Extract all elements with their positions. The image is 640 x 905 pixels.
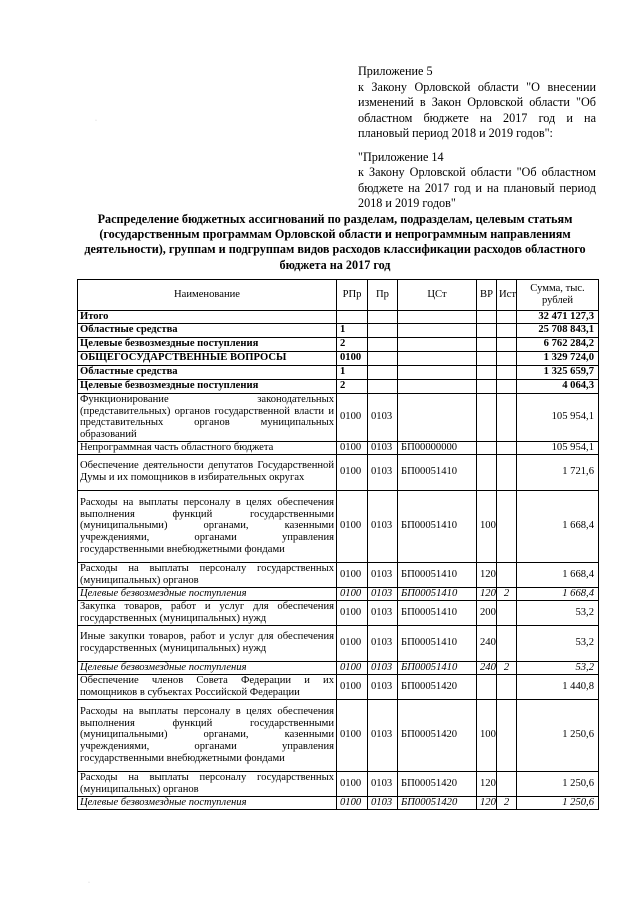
cell-ist <box>497 625 517 661</box>
cell-pr: 0103 <box>368 562 398 587</box>
table-row <box>78 379 599 393</box>
cell-sum: 53,2 <box>517 661 599 674</box>
table-row <box>78 365 599 379</box>
cell-rpr: 0100 <box>337 661 368 674</box>
cell-sum: 53,2 <box>517 625 599 661</box>
cell-ist <box>497 699 517 771</box>
table-row <box>78 351 599 365</box>
cell-ist <box>497 490 517 562</box>
cell-cst <box>398 393 477 441</box>
header-name: Наименование <box>78 280 337 311</box>
appendix-line-3: "Приложение 14 <box>358 149 444 164</box>
cell-sum: 4 064,3 <box>517 379 599 393</box>
cell-pr: 0103 <box>368 600 398 625</box>
cell-name: Непрограммная часть областного бюджета <box>78 441 337 454</box>
cell-sum: 1 668,4 <box>517 490 599 562</box>
cell-pr: 0103 <box>368 661 398 674</box>
cell-name: Целевые безвозмездные поступления <box>78 337 337 351</box>
cell-sum: 32 471 127,3 <box>517 311 599 324</box>
cell-rpr: 0100 <box>337 771 368 796</box>
cell-rpr: 2 <box>337 337 368 351</box>
cell-pr <box>368 351 398 365</box>
cell-name: Целевые безвозмездные поступления <box>78 379 337 393</box>
cell-ist <box>497 379 517 393</box>
table-row <box>78 699 599 771</box>
cell-pr: 0103 <box>368 674 398 699</box>
cell-name: Целевые безвозмездные поступления <box>78 796 337 809</box>
cell-cst <box>398 323 477 337</box>
cell-name: Закупка товаров, работ и услуг для обеспечения государственных (муниципальных) нужд <box>78 600 337 625</box>
cell-sum: 1 250,6 <box>517 771 599 796</box>
cell-name: Целевые безвозмездные поступления <box>78 661 337 674</box>
cell-sum: 1 250,6 <box>517 796 599 809</box>
cell-rpr: 0100 <box>337 699 368 771</box>
cell-rpr: 0100 <box>337 441 368 454</box>
table-row <box>78 311 599 324</box>
cell-pr <box>368 311 398 324</box>
cell-rpr: 0100 <box>337 796 368 809</box>
cell-rpr: 0100 <box>337 562 368 587</box>
cell-sum: 53,2 <box>517 600 599 625</box>
cell-ist <box>497 674 517 699</box>
table-row <box>78 562 599 587</box>
appendix-line-4: к Закону Орловской области "Об областном бюджете на 2017 год и на плановый период 2018 и 2019 годов" <box>358 165 596 210</box>
cell-cst: БП00051420 <box>398 699 477 771</box>
cell-vr: 120 <box>477 771 497 796</box>
cell-ist: 2 <box>497 796 517 809</box>
cell-sum: 25 708 843,1 <box>517 323 599 337</box>
cell-rpr: 2 <box>337 379 368 393</box>
cell-ist <box>497 351 517 365</box>
table-row <box>78 323 599 337</box>
cell-name: Функционирование законодательных (представительных) органов государственной власти и представительных органов муниципальных образований <box>78 393 337 441</box>
appendix-line-1: Приложение 5 <box>358 64 433 78</box>
cell-pr: 0103 <box>368 454 398 490</box>
cell-sum: 6 762 284,2 <box>517 337 599 351</box>
cell-vr <box>477 441 497 454</box>
cell-pr: 0103 <box>368 441 398 454</box>
budget-table <box>77 279 599 810</box>
cell-vr: 200 <box>477 600 497 625</box>
cell-rpr: 1 <box>337 365 368 379</box>
table-header-row <box>78 280 599 311</box>
cell-cst: БП00051410 <box>398 661 477 674</box>
cell-name: Целевые безвозмездные поступления <box>78 587 337 600</box>
cell-cst <box>398 337 477 351</box>
cell-name: Расходы на выплаты персоналу в целях обеспечения выполнения функций государственными (муниципальными) органами, казенными учреждениями, органами управления государственными внебюджетными фондами <box>78 490 337 562</box>
cell-ist <box>497 441 517 454</box>
cell-ist <box>497 600 517 625</box>
cell-name: Обеспечение деятельности депутатов Государственной Думы и их помощников в избирательных округах <box>78 454 337 490</box>
table-row <box>78 454 599 490</box>
header-pr: Пр <box>368 280 398 311</box>
cell-pr <box>368 337 398 351</box>
cell-vr <box>477 311 497 324</box>
table-row <box>78 625 599 661</box>
cell-cst: БП00051410 <box>398 562 477 587</box>
cell-vr <box>477 351 497 365</box>
cell-vr: 240 <box>477 661 497 674</box>
cell-vr <box>477 379 497 393</box>
cell-pr: 0103 <box>368 771 398 796</box>
table-row <box>78 490 599 562</box>
cell-ist <box>497 365 517 379</box>
cell-cst: БП00051410 <box>398 600 477 625</box>
scan-dot: · <box>95 118 97 124</box>
cell-name: Областные средства <box>78 323 337 337</box>
table-row <box>78 674 599 699</box>
cell-ist <box>497 337 517 351</box>
cell-rpr: 0100 <box>337 490 368 562</box>
cell-name: Итого <box>78 311 337 324</box>
cell-cst: БП00051410 <box>398 587 477 600</box>
cell-rpr: 1 <box>337 323 368 337</box>
cell-vr <box>477 674 497 699</box>
cell-ist: 2 <box>497 587 517 600</box>
cell-cst: БП00051420 <box>398 674 477 699</box>
cell-cst: БП00051410 <box>398 454 477 490</box>
cell-rpr: 0100 <box>337 393 368 441</box>
cell-pr <box>368 365 398 379</box>
cell-cst <box>398 365 477 379</box>
cell-cst <box>398 351 477 365</box>
cell-cst <box>398 311 477 324</box>
appendix-block <box>358 64 596 212</box>
table-row <box>78 337 599 351</box>
cell-pr <box>368 323 398 337</box>
cell-cst: БП00051420 <box>398 796 477 809</box>
cell-vr: 120 <box>477 587 497 600</box>
cell-name: Областные средства <box>78 365 337 379</box>
cell-ist <box>497 393 517 441</box>
scan-dot: · <box>88 880 90 886</box>
cell-pr: 0103 <box>368 625 398 661</box>
cell-rpr <box>337 311 368 324</box>
table-row <box>78 393 599 441</box>
cell-ist <box>497 454 517 490</box>
cell-sum: 1 440,8 <box>517 674 599 699</box>
cell-cst <box>398 379 477 393</box>
cell-vr <box>477 454 497 490</box>
cell-sum: 1 721,6 <box>517 454 599 490</box>
header-rpr: РПр <box>337 280 368 311</box>
cell-vr <box>477 365 497 379</box>
table-row <box>78 661 599 674</box>
cell-pr <box>368 379 398 393</box>
table-row <box>78 796 599 809</box>
cell-vr: 120 <box>477 796 497 809</box>
cell-vr <box>477 323 497 337</box>
cell-ist <box>497 562 517 587</box>
cell-pr: 0103 <box>368 587 398 600</box>
cell-ist: 2 <box>497 661 517 674</box>
cell-cst: БП00051420 <box>398 771 477 796</box>
cell-name: Расходы на выплаты персоналу в целях обеспечения выполнения функций государственными (муниципальными) органами, казенными учреждениями, органами управления государственными внебюджетными фондами <box>78 699 337 771</box>
cell-vr: 100 <box>477 699 497 771</box>
header-sum: Сумма, тыс. рублей <box>517 280 599 311</box>
cell-name: Расходы на выплаты персоналу государственных (муниципальных) органов <box>78 562 337 587</box>
cell-vr: 120 <box>477 562 497 587</box>
cell-rpr: 0100 <box>337 587 368 600</box>
cell-rpr: 0100 <box>337 674 368 699</box>
cell-sum: 1 329 724,0 <box>517 351 599 365</box>
cell-vr <box>477 337 497 351</box>
cell-ist <box>497 311 517 324</box>
cell-vr <box>477 393 497 441</box>
cell-name: Обеспечение членов Совета Федерации и их помощников в субъектах Российской Федерации <box>78 674 337 699</box>
cell-sum: 105 954,1 <box>517 441 599 454</box>
cell-sum: 1 668,4 <box>517 587 599 600</box>
cell-sum: 1 325 659,7 <box>517 365 599 379</box>
table-row <box>78 771 599 796</box>
cell-name: Расходы на выплаты персоналу государственных (муниципальных) органов <box>78 771 337 796</box>
header-cst: ЦСт <box>398 280 477 311</box>
cell-name: ОБЩЕГОСУДАРСТВЕННЫЕ ВОПРОСЫ <box>78 351 337 365</box>
cell-pr: 0103 <box>368 796 398 809</box>
table-row <box>78 600 599 625</box>
cell-rpr: 0100 <box>337 625 368 661</box>
cell-vr: 240 <box>477 625 497 661</box>
header-ist: Ист <box>497 280 517 311</box>
cell-pr: 0103 <box>368 393 398 441</box>
appendix-line-2: к Закону Орловской области "О внесении изменений в Закон Орловской области "Об областном бюджете на 2017 год и на плановый период 2018 и 2019 годов": <box>358 79 596 140</box>
cell-pr: 0103 <box>368 699 398 771</box>
cell-rpr: 0100 <box>337 454 368 490</box>
cell-ist <box>497 323 517 337</box>
cell-ist <box>497 771 517 796</box>
cell-vr: 100 <box>477 490 497 562</box>
cell-cst: БП00051410 <box>398 625 477 661</box>
cell-cst: БП00000000 <box>398 441 477 454</box>
cell-sum: 105 954,1 <box>517 393 599 441</box>
document-title: Распределение бюджетных ассигнований по разделам, подразделам, целевым статьям (государственным программам Орловской области и непрограммным направлениям деятельности), группам и подгруппам видов расходов классификации расходов областного бюджета на 2017 год <box>84 212 586 272</box>
cell-cst: БП00051410 <box>398 490 477 562</box>
cell-pr: 0103 <box>368 490 398 562</box>
cell-name: Иные закупки товаров, работ и услуг для обеспечения государственных (муниципальных) нужд <box>78 625 337 661</box>
table-body <box>78 311 599 810</box>
table-row <box>78 441 599 454</box>
cell-rpr: 0100 <box>337 351 368 365</box>
cell-sum: 1 668,4 <box>517 562 599 587</box>
header-vr: ВР <box>477 280 497 311</box>
cell-rpr: 0100 <box>337 600 368 625</box>
cell-sum: 1 250,6 <box>517 699 599 771</box>
table-row <box>78 587 599 600</box>
